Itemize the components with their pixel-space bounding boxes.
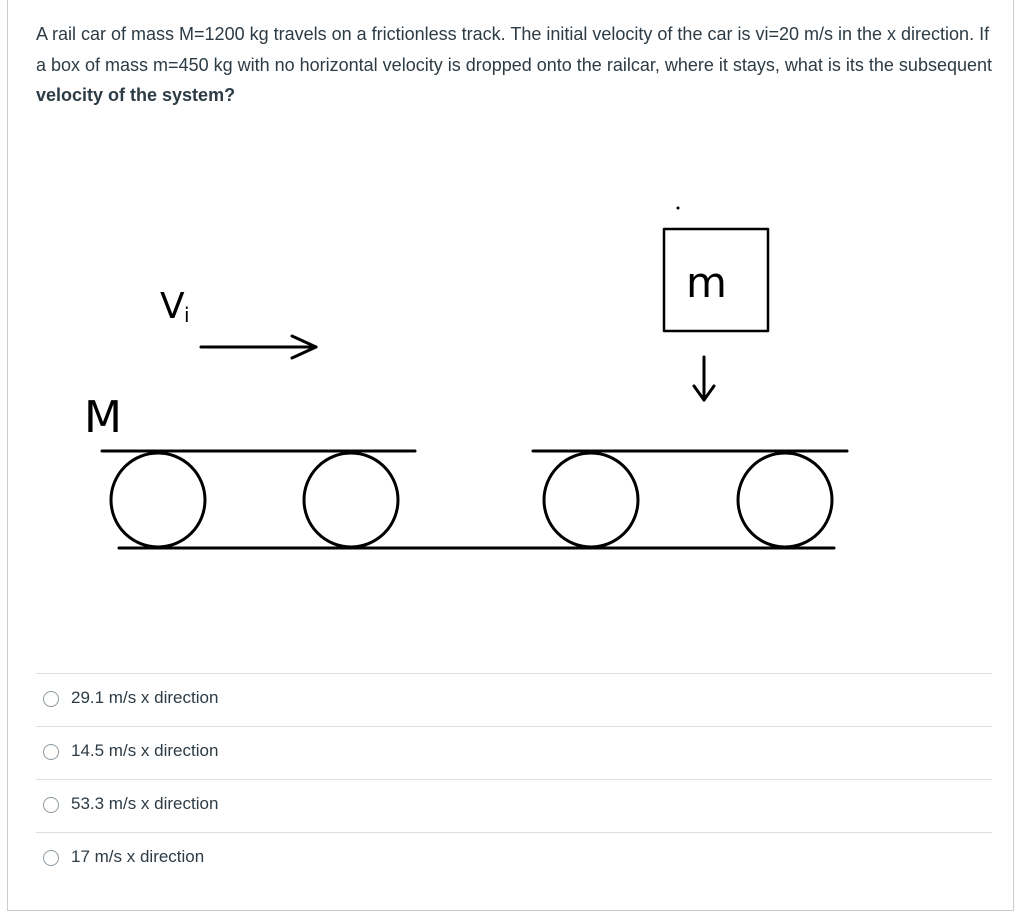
question-text-main: A rail car of mass M=1200 kg travels on a frictionless track. The initial velocity of the car is vi=20 m/s in the x direction. If a box of mass m=450 kg with no horizontal velocity is dropped onto the railcar, where it stays, what is its the subsequent xyxy=(36,24,993,75)
answer-radio-4[interactable] xyxy=(43,850,59,866)
answer-radio-1[interactable] xyxy=(43,691,59,707)
answer-list xyxy=(36,673,992,885)
question-text xyxy=(36,19,996,111)
answer-label-2[interactable]: 14.5 m/s x direction xyxy=(71,741,219,760)
answer-option-1[interactable] xyxy=(36,673,992,726)
small-dot xyxy=(677,207,680,210)
big-mass-label: M xyxy=(84,392,122,443)
physics-diagram xyxy=(60,180,880,570)
answer-radio-2[interactable] xyxy=(43,744,59,760)
answer-label-4[interactable]: 17 m/s x direction xyxy=(71,847,205,866)
wheel-3 xyxy=(544,453,638,547)
velocity-label: V xyxy=(160,286,185,327)
answer-radio-3[interactable] xyxy=(43,797,59,813)
question-text-bold: velocity of the system? xyxy=(36,85,236,105)
small-mass-label: m xyxy=(686,258,727,307)
answer-label-1[interactable]: 29.1 m/s x direction xyxy=(71,688,219,707)
answer-label-3[interactable]: 53.3 m/s x direction xyxy=(71,794,219,813)
answer-option-2[interactable] xyxy=(36,726,992,779)
wheel-4 xyxy=(738,453,832,547)
wheel-2 xyxy=(304,453,398,547)
answer-option-3[interactable] xyxy=(36,779,992,832)
answer-option-4[interactable] xyxy=(36,832,992,885)
wheel-1 xyxy=(111,453,205,547)
velocity-subscript: i xyxy=(184,303,190,327)
